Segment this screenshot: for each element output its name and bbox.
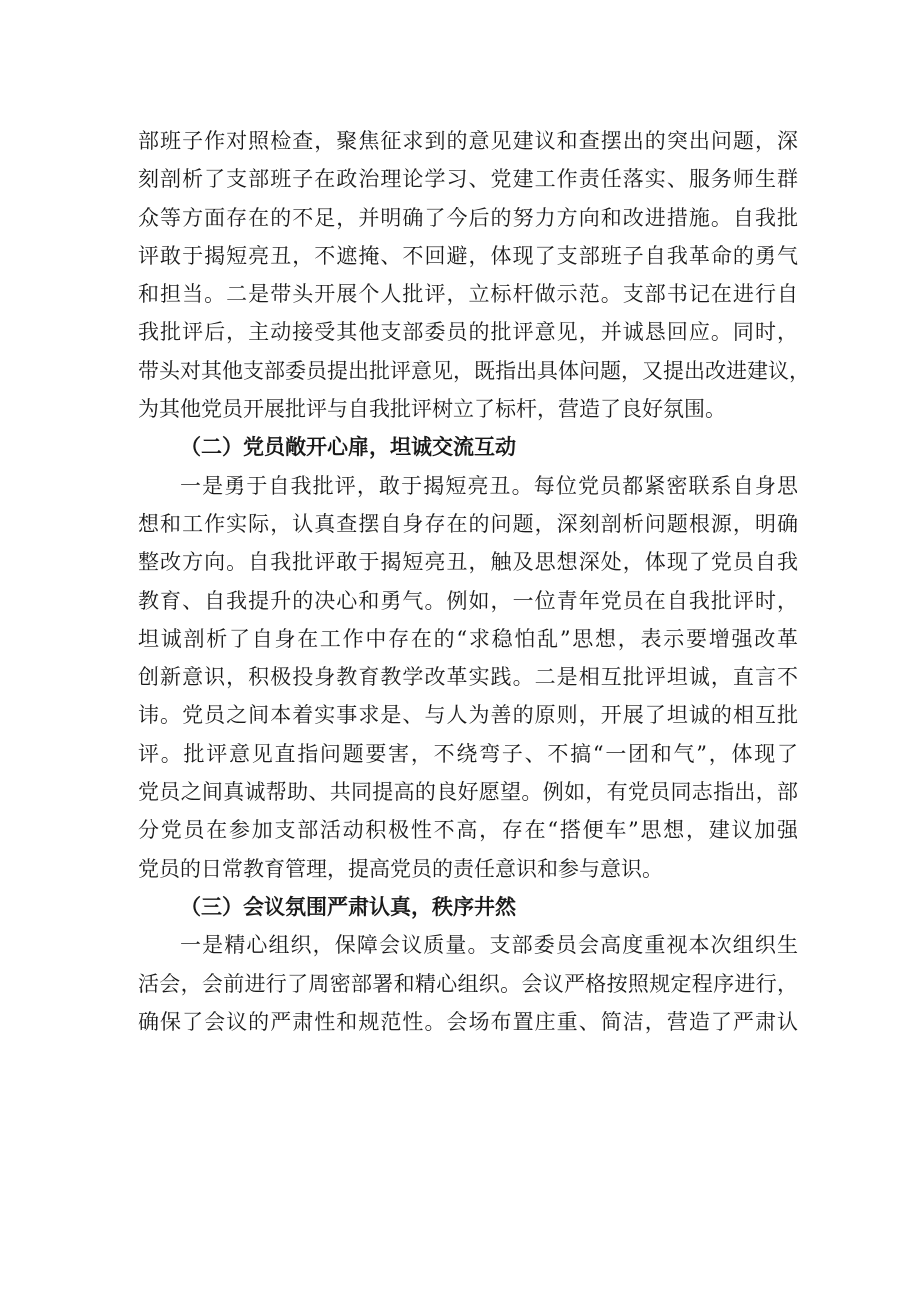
paragraph-2 bbox=[138, 467, 798, 888]
section-heading-3: （三）会议氛围严肃认真，秩序井然 bbox=[180, 894, 516, 919]
paragraph-line: 教育、自我提升的决心和勇气。例如，一位青年党员在自我批评时， bbox=[138, 588, 798, 613]
paragraph-line: 想和工作实际，认真查摆自身存在的问题，深刻剖析问题根源，明确 bbox=[138, 511, 798, 536]
paragraph-line: 评敢于揭短亮丑，不遮掩、不回避，体现了支部班子自我革命的勇气 bbox=[138, 243, 798, 268]
paragraph-line: 带头对其他支部委员提出批评意见，既指出具体问题，又提出改进建议， bbox=[138, 358, 810, 383]
paragraph-line: 一是精心组织，保障会议质量。支部委员会高度重视本次组织生 bbox=[180, 933, 798, 958]
paragraph-line: 我批评后，主动接受其他支部委员的批评意见，并诚恳回应。同时， bbox=[138, 320, 798, 345]
section-heading-2: （二）党员敞开心扉，坦诚交流互动 bbox=[180, 435, 516, 460]
paragraph-line: 评。批评意见直指问题要害，不绕弯子、不搞“一团和气”，体现了 bbox=[138, 741, 798, 766]
paragraph-line: 为其他党员开展批评与自我批评树立了标杆，营造了良好氛围。 bbox=[138, 397, 726, 422]
paragraph-line: 党员之间真诚帮助、共同提高的良好愿望。例如，有党员同志指出，部 bbox=[138, 780, 798, 805]
paragraph-line: 确保了会议的严肃性和规范性。会场布置庄重、简洁，营造了严肃认 bbox=[138, 1009, 798, 1034]
paragraph-line: 创新意识，积极投身教育教学改革实践。二是相互批评坦诚，直言不 bbox=[138, 665, 798, 690]
paragraph-1 bbox=[138, 122, 810, 428]
paragraph-line: 众等方面存在的不足，并明确了今后的努力方向和改进措施。自我批 bbox=[138, 205, 798, 230]
paragraph-line: 活会，会前进行了周密部署和精心组织。会议严格按照规定程序进行， bbox=[138, 971, 798, 996]
paragraph-line: 刻剖析了支部班子在政治理论学习、党建工作责任落实、服务师生群 bbox=[138, 167, 798, 192]
document-page bbox=[138, 122, 810, 1041]
paragraph-line: 部班子作对照检查，聚焦征求到的意见建议和查摆出的突出问题，深 bbox=[138, 129, 798, 153]
paragraph-line: 一是勇于自我批评，敢于揭短亮丑。每位党员都紧密联系自身思 bbox=[180, 473, 798, 498]
paragraph-line: 分党员在参加支部活动积极性不高，存在“搭便车”思想，建议加强 bbox=[138, 818, 798, 843]
paragraph-line: 坦诚剖析了自身在工作中存在的“求稳怕乱”思想，表示要增强改革 bbox=[138, 626, 798, 651]
paragraph-line: 党员的日常教育管理，提高党员的责任意识和参与意识。 bbox=[138, 856, 663, 881]
paragraph-line: 整改方向。自我批评敢于揭短亮丑，触及思想深处，体现了党员自我 bbox=[138, 550, 798, 575]
paragraph-line: 讳。党员之间本着实事求是、与人为善的原则，开展了坦诚的相互批 bbox=[138, 703, 798, 728]
paragraph-3 bbox=[138, 926, 798, 1041]
paragraph-line: 和担当。二是带头开展个人批评，立标杆做示范。支部书记在进行自 bbox=[138, 282, 798, 307]
